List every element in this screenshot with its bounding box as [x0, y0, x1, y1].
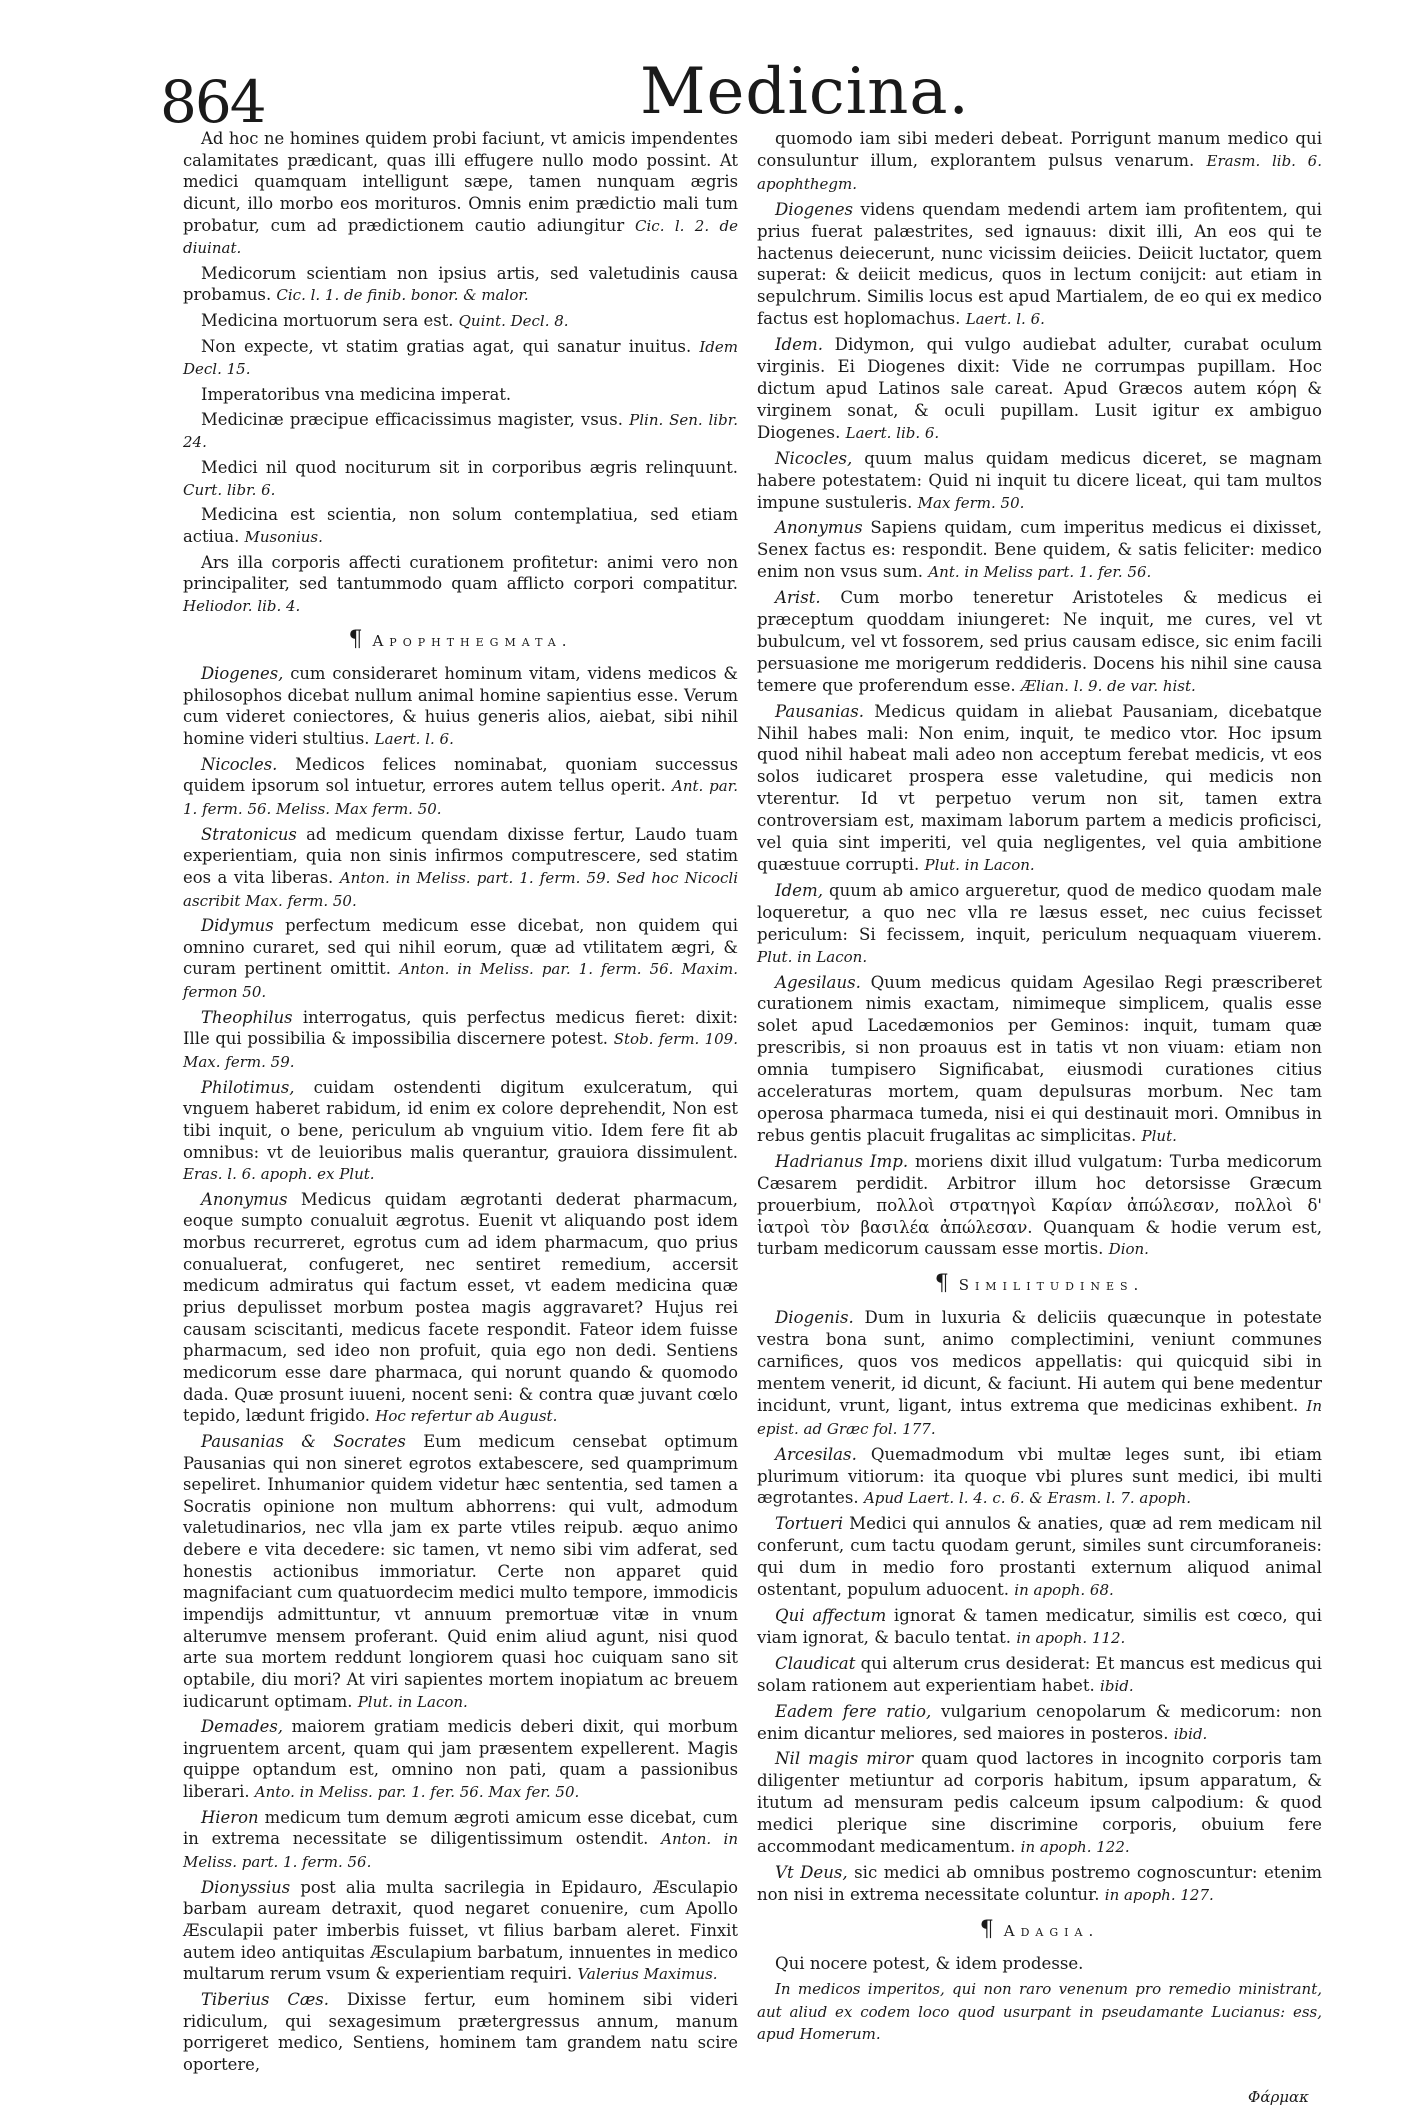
apophthegm-paragraph	[757, 128, 1322, 196]
apophthegm-paragraph	[183, 1716, 738, 1804]
paragraph-citation: Hoc refertur ab August.	[375, 1407, 558, 1426]
paragraph-text: cuidam ostendenti digitum exulceratum, qui vnguem haberet rabidum, id enim ex colore deprehendit, Non est tibi inquit, o bene, periculum ab vnguium vitio. Idem fere fit ab omnibus: vt de leuioribus malis querantur, grauiora dissimulent.	[183, 1077, 738, 1162]
paragraph-text: Quum medicus quidam Agesilao Regi præscriberet curationem nimis exactam, nimimeque simplicem, qualis esse solet apud Lacedæmonios per Geminos: inquit, tumam quæ prescribis, si non proauus est in tatis vt non viuam: etiam non omnia tumpisero Significabat, eiusmodi curationes citius acceleraturas mortem, quam depulsuras morbum. Nec tam operosa pharmaca tumeda, nisi ei qui destinauit mori. Omnibus in rebus gentis placuit frugalitas ac simplicitas.	[757, 972, 1322, 1145]
paragraph-citation: Plut. in Lacon.	[357, 1692, 468, 1711]
paragraph-lead: Dionyssius	[201, 1877, 301, 1897]
paragraph-text: moriens dixit illud vulgatum: Turba medicorum Cæsarem perdidit. Arbitror illum hoc detorsisse Græcum prouerbium, πολλοὶ στρατηγοὶ Καρίαν ἀπώλεσαν, πολλοὶ δ' ἰατροὶ τὸν βασιλέα ἀπώλεσαν. Quanquam & hodie verum est, turbam medicorum caussam esse mortis.	[757, 1151, 1322, 1259]
paragraph-citation: Cic. l. 1. de finib. bonor. & malor.	[276, 286, 529, 305]
paragraph-text: maiorem gratiam medicis deberi dixit, qui morbum ingruentem arcent, quam qui jam præsentem expellerent. Magis quippe optandum est, omnino non pati, quam a passionibus liberari.	[183, 1717, 738, 1802]
paragraph-lead: Arist.	[775, 588, 841, 608]
paragraph-text: ignorat & tamen medicatur, similis est cœco, qui viam ignorat, & baculo tentat.	[757, 1606, 1322, 1647]
paragraph-text: cum consideraret hominum vitam, videns medicos & philosophos dicebat nullum animal homine sapientius esse. Verum cum videret coniectores, & huius generis alios, aiebat, sibi nihil homine videri stultius.	[183, 664, 738, 749]
pilcrow-icon: ¶	[934, 1271, 949, 1297]
left-column	[183, 128, 738, 2078]
paragraph-text: Medicinæ præcipue efficacissimus magister, vsus.	[201, 409, 630, 429]
paragraph-citation: Valerius Maximus.	[577, 1965, 718, 1984]
paragraph-citation: Quint. Decl. 8.	[458, 312, 569, 331]
paragraph-text: Medici qui annulos & anaties, quæ ad rem medicam nil conferunt, cum tactu quodam gerunt, similes sunt circumforaneis: qui dum in medio foro prostanti externum aliquod animal ostentant, populum aduocent.	[757, 1514, 1322, 1600]
similitudo-paragraph	[757, 1748, 1322, 1859]
paragraph-lead: Hadrianus Imp.	[775, 1151, 916, 1171]
catchword: Φάρμακ	[1248, 2088, 1309, 2106]
paragraph-lead: Nicocles,	[775, 448, 865, 468]
paragraph-lead: Diogenis.	[775, 1308, 865, 1328]
adagium-paragraph	[757, 1978, 1322, 2047]
paragraph-lead: Diogenes	[775, 199, 861, 219]
paragraph-text: Dixisse fertur, eum hominem sibi videri ridiculum, qui sexagesimum prætergressus annum, manum porrigeret medico, Sentiens, hominem tam grandem natu scire oportere,	[183, 1989, 738, 2074]
intro-paragraph	[183, 336, 738, 381]
paragraph-lead: Diogenes,	[201, 664, 291, 684]
paragraph-lead: Eadem fere ratio,	[775, 1701, 941, 1721]
paragraph-citation: Plut.	[1141, 1126, 1177, 1145]
paragraph-text: Quemadmodum vbi multæ leges sunt, ibi etiam plurimum vitiorum: ita quoque vbi plures sunt medici, ibi multi ægrotantes.	[757, 1444, 1323, 1508]
paragraph-citation: Laert. l. 6.	[374, 730, 454, 749]
paragraph-text: Medicos felices nominabat, quoniam successus quidem ipsorum sol intuetur, errores autem tellus operit.	[183, 754, 738, 796]
similitudo-paragraph	[757, 1605, 1322, 1650]
section-heading-similitudines	[757, 1273, 1322, 1297]
paragraph-citation: in apoph. 127.	[1104, 1885, 1214, 1904]
similitudo-paragraph	[757, 1653, 1322, 1698]
paragraph-text: vulgarium cenopolarum & medicorum: non enim dicantur meliores, sed maiores in posteros.	[757, 1701, 1322, 1743]
paragraph-text: Medicina mortuorum sera est.	[201, 311, 459, 331]
paragraph-text: Medicus quidam in aliebat Pausaniam, dicebatque Nihil habes mali: Non enim, inquit, te medico vtor. Hoc ipsum quod nihil habeat mali adeo non acceptum ferebat medicis, vt eos solos iudicaret prospera esse valetudine, qui medicis non vterentur. Id vt perpetuo verum non sit, tamen extra controversiam est, maximam laborum partem a medicis proficisci, vel quia sint imperiti, vel quia negligentes, vel quia ambitione quæstuue corrupti.	[757, 701, 1322, 874]
paragraph-lead: Idem.	[775, 335, 835, 355]
apophthegm-paragraph	[757, 972, 1322, 1148]
apophthegm-paragraph	[757, 334, 1322, 445]
similitudo-paragraph	[757, 1701, 1322, 1746]
paragraph-text: Medicina est scientia, non solum contemplatiua, sed etiam actiua.	[183, 505, 738, 546]
paragraph-text: qui alterum crus desiderat: Et mancus est medicus qui solam rationem aut experientiam habet.	[757, 1653, 1322, 1695]
paragraph-citation: ibid.	[1100, 1676, 1134, 1695]
paragraph-text: medicum tum demum ægroti amicum esse dicebat, cum in extrema necessitate se diligentissimum ostendit.	[183, 1807, 738, 1849]
paragraph-text: Non expecte, vt statim gratias agat, qui sanatur inuitus.	[201, 336, 700, 356]
paragraph-citation: in apoph. 122.	[1020, 1838, 1130, 1857]
paragraph-citation: ibid.	[1173, 1724, 1208, 1743]
paragraph-text: Medicorum scientiam non ipsius artis, sed valetudinis causa probamus.	[183, 263, 738, 305]
paragraph-citation: Plin. Sen. libr. 24.	[183, 410, 738, 452]
intro-paragraph	[183, 384, 738, 406]
paragraph-lead: Anonymus	[201, 1189, 301, 1209]
paragraph-text: Medicus quidam ægrotanti dederat pharmacum, eoque sumpto conualuit ægrotus. Euenit vt aliquando post idem morbus recurreret, egrotus cum ad idem pharmacum, quo prius conualuerat, confugeret, nec sentiret remedium, accersit medicum admiratus qui factum esset, vt eadem medicina quæ prius depulisset morbum postea magis aggravaret? Hujus rei causam sciscitanti, medicus facete respondit. Fateor idem fuisse pharmacum, sed ideo non profuit, quia ego non dedi. Sentiens medicorum esse dare pharmaca, qui norunt quando & quomodo dada. Quæ prosunt iuueni, nocent seni: & contra quæ juvant cœlo tepido, lædunt frigido.	[183, 1189, 738, 1426]
intro-paragraph	[183, 263, 738, 307]
apophthegm-paragraph	[183, 1189, 738, 1428]
paragraph-citation: Erasm. lib. 6. apophthegm.	[757, 151, 1322, 193]
paragraph-lead: Tiberius Cæs.	[201, 1989, 347, 2009]
section-heading-apophthegmata	[183, 629, 738, 653]
apophthegm-paragraph	[183, 1077, 738, 1186]
apophthegm-paragraph	[183, 1007, 738, 1074]
paragraph-lead: Qui affectum	[775, 1606, 894, 1625]
apophthegm-paragraph	[183, 1989, 738, 2076]
paragraph-text: post alia multa sacrilegia in Epidauro, Æsculapio barbam auream detraxit, quod negaret conuenire, cum Apollo Æsculapii pater imberbis fuisset, vt filius barbam aleret. Finxit autem ideo antiquitas Æsculapium barbatum, innuentes in medico multarum rerum vsum & experientiam requiri.	[183, 1877, 739, 1984]
paragraph-text: Imperatoribus vna medicina imperat.	[201, 385, 512, 405]
paragraph-citation: Plut. in Lacon.	[924, 856, 1035, 874]
apophthegm-paragraph	[757, 587, 1322, 698]
similitudo-paragraph	[757, 1862, 1322, 1907]
apophthegm-paragraph	[183, 754, 738, 821]
paragraph-citation: Laert. l. 6.	[965, 310, 1045, 329]
paragraph-text: Sapiens quidam, cum imperitus medicus ei dixisset, Senex factus es: respondit. Bene quidem, & satis feliciter: medico enim non vsus sum.	[757, 518, 1323, 582]
paragraph-lead: Nil magis miror	[775, 1749, 922, 1769]
paragraph-text: Cum morbo teneretur Aristoteles & medicus ei præceptum quoddam iniungeret: Ne inquit, me cures, vel vt bubulcum, vel vt fossorem, sed prius causam edisce, sic enim facili persuasione me morigerum reddideris. Docens his nihil sine causa temere que proferendum esse.	[757, 588, 1322, 695]
paragraph-text: interrogatus, quis perfectus medicus fieret: dixit: Ille qui possibilia & impossibilia discernere potest.	[183, 1007, 738, 1049]
paragraph-citation: Anton. in Meliss. part. 1. ferm. 56.	[183, 1830, 738, 1872]
paragraph-lead: Claudicat	[775, 1653, 861, 1673]
paragraph-citation: in apoph. 112.	[1016, 1628, 1126, 1647]
paragraph-lead: Agesilaus.	[775, 972, 871, 992]
paragraph-citation: Max ferm. 50.	[917, 493, 1025, 512]
section-heading-text: Similitudines.	[958, 1276, 1145, 1295]
paragraph-citation: Eras. l. 6. apoph. ex Plut.	[183, 1165, 375, 1184]
paragraph-citation: Dion.	[1108, 1240, 1149, 1259]
paragraph-lead: Philotimus,	[201, 1077, 314, 1097]
paragraph-citation: Idem Decl. 15.	[183, 337, 738, 379]
paragraph-text: Qui nocere potest, & idem prodesse.	[775, 1953, 1084, 1973]
paragraph-citation: Apud Laert. l. 4. c. 6. & Erasm. l. 7. apoph.	[863, 1489, 1192, 1508]
paragraph-text: quam quod lactores in incognito corporis tam diligenter metiuntur ad corporis habitum, ipsum apparatum, & itutum ad mensuram pedis calceum ipsum calpodium: & quod medici plerique sine discrimine corporis, obuium fere accommodant medicamentum.	[757, 1749, 1322, 1857]
paragraph-citation: Heliodor. lib. 4.	[183, 596, 301, 615]
paragraph-citation: In medicos imperitos, qui non raro venenum pro remedio ministrant, aut aliud ex codem loco quod usurpant in pseudamante Lucianus: ess, apud Homerum.	[757, 1979, 1322, 2044]
paragraph-citation: In epist. ad Græc fol. 177.	[757, 1396, 1322, 1438]
paragraph-citation: Curt. libr. 6.	[183, 480, 276, 499]
paragraph-text: Didymon, qui vulgo audiebat adulter, curabat oculum virginis. Ei Diogenes dixit: Vide ne corrumpas pupillam. Hoc dictum apud Latinos sale careat. Apud Græcos autem κόρη & virginem sonat, & oculi pupillam. Lusit igitur ex ambiguo Diogenes.	[757, 335, 1322, 442]
paragraph-citation: Musonius.	[244, 527, 323, 546]
paragraph-text: Medici nil quod nociturum sit in corporibus ægris relinquunt.	[201, 457, 738, 477]
paragraph-text: ad medicum quendam dixisse fertur, Laudo tuam experientiam, quia non sinis infirmos computrescere, sed statim eos a vita liberas.	[183, 824, 738, 887]
paragraph-citation: Anton. in Meliss. part. 1. ferm. 59. Sed hoc Nicocli ascribit Max. ferm. 50.	[183, 868, 738, 910]
page-number: 864	[160, 68, 265, 136]
section-heading-text: Adagia.	[1003, 1921, 1100, 1940]
pilcrow-icon: ¶	[979, 1916, 994, 1942]
apophthegm-paragraph	[757, 701, 1322, 877]
paragraph-text: Eum medicum censebat optimum Pausanias qui non sineret egrotos extabescere, sed quamprimum sepeliret. Inhumanior quidem videtur hæc sententia, sed tamen a Socratis opinione non multum abhorrens: qui vult, admodum valetudinarios, nec vlla jam ex parte vtiles reipub. æquo animo debere e vita decedere: sic tamen, vt nemo sibi vim adferat, sed honestis actionibus immoriatur. Certe non apparet quid magnifaciant cum quatuordecim medici multo tempore, immodicis impendijs admittuntur, vt annuum premortuæ vitæ in vnum alterumve mensem proferant. Quid enim aliud agunt, nisi quod arte sua mortem reddunt longiorem quasi hoc cuiquam sano sit optabile, diu mori? At viri sapientes mortem inopiatum ac breuem iudicarunt optimam.	[183, 1431, 738, 1711]
paragraph-lead: Pausanias & Socrates	[201, 1431, 424, 1451]
paragraph-text: perfectum medicum esse dicebat, non quidem qui omnino curaret, sed qui nihil eorum, quæ ad vtilitatem ægri, & curam pertinent omittit.	[183, 916, 738, 979]
apophthegm-paragraph	[183, 1431, 738, 1713]
apophthegm-paragraph	[757, 880, 1322, 969]
similitudo-paragraph	[757, 1307, 1322, 1440]
intro-paragraph	[183, 128, 738, 260]
paragraph-citation: Ant. par. 1. ferm. 56. Meliss. Max ferm. 50.	[183, 777, 738, 818]
paragraph-citation: Stob. ferm. 109. Max. ferm. 59.	[183, 1030, 738, 1071]
paragraph-lead: Didymus	[201, 916, 286, 936]
apophthegm-paragraph	[183, 663, 738, 751]
paragraph-lead: Vt Deus,	[775, 1862, 855, 1882]
paragraph-text: Ars illa corporis affecti curationem profitetur: animi vero non principaliter, sed tantummodo quam afflicto corpori compatitur.	[183, 552, 738, 594]
paragraph-lead: Anonymus	[775, 518, 871, 538]
paragraph-text: quum ab amico argueretur, quod de medico quodam male loqueretur, a quo nec vlla re læsus esset, nec cuius fecisset periculum: Si fecissem, inquit, periculum nequaquam viuerem.	[757, 880, 1322, 944]
paragraph-text: videns quendam medendi artem iam profitentem, qui prius fuerat palæstrites, sed ignauus: dixit illi, An eos qui te hactenus deiecerunt, nunc vicissim deiicies. Deiicit luctator, quem superat: & deiicit medicus, quos in lectum conijcit: aut etiam in sepulchrum. Similis locus est apud Martialem, de eo qui ex medico factus est hoplomachus.	[757, 199, 1322, 329]
paragraph-lead: Demades,	[201, 1717, 292, 1737]
apophthegm-paragraph	[757, 199, 1322, 331]
adagium-paragraph	[757, 1953, 1322, 1975]
paragraph-citation: Plut. in Lacon.	[757, 947, 868, 966]
apophthegm-paragraph	[757, 448, 1322, 515]
paragraph-citation: Anto. in Meliss. par. 1. fer. 56. Max fer. 50.	[254, 1783, 580, 1802]
paragraph-citation: Ælian. l. 9. de var. hist.	[1020, 676, 1196, 695]
paragraph-text: sic medici ab omnibus postremo cognoscuntur: etenim non nisi in extrema necessitate coluntur.	[757, 1862, 1322, 1904]
section-heading-adagia	[757, 1916, 1322, 1943]
intro-paragraph	[183, 310, 738, 333]
paragraph-citation: Laert. lib. 6.	[845, 423, 940, 442]
similitudo-paragraph	[757, 1444, 1322, 1511]
paragraph-lead: Idem,	[775, 880, 829, 900]
apophthegm-paragraph	[183, 824, 738, 913]
paragraph-citation: in apoph. 68.	[1014, 1581, 1114, 1600]
paragraph-text: quum malus quidam medicus diceret, se magnam habere potestatem: Quid ni inquit tu dicere liceat, qui tam multos impune sustuleris.	[757, 448, 1322, 512]
right-column	[757, 128, 1322, 2049]
paragraph-citation: Cic. l. 2. de diuinat.	[183, 216, 738, 258]
paragraph-lead: Hieron	[201, 1807, 265, 1827]
intro-paragraph	[183, 409, 738, 454]
paragraph-lead: Nicocles.	[201, 754, 296, 774]
paragraph-text: Dum in luxuria & deliciis quæcunque in potestate vestra bona sunt, animo complectimini, veniunt communes carnifices, quos vos medicos appellatis: qui quicquid sibi in mentem venerit, id dicunt, & faciunt. Hi autem qui bene medentur incidunt, vrunt, ligant, intus extrema que medicinas exhibent.	[757, 1308, 1322, 1415]
paragraph-lead: Pausanias.	[775, 701, 875, 721]
paragraph-lead: Arcesilas.	[775, 1444, 871, 1464]
section-heading-text: Apophthegmata.	[372, 632, 573, 651]
paragraph-lead: Tortueri	[775, 1514, 850, 1534]
paragraph-text: quomodo iam sibi mederi debeat. Porrigunt manum medico qui consuluntur illum, explorantem pulsus venarum.	[757, 129, 1322, 170]
paragraph-citation: Ant. in Meliss part. 1. fer. 56.	[928, 563, 1152, 582]
intro-paragraph	[183, 552, 738, 618]
page-title: Medicina.	[640, 55, 970, 129]
paragraph-text: Ad hoc ne homines quidem probi faciunt, vt amicis impendentes calamitates prædicant, quas illi effugere nullo modo possint. At medici quamquam intelligunt sæpe, tamen nunquam ægris dicunt, illo morbo eos morituros. Omnis enim prædictio mali tum probatur, cum ad prædictionem cautio adiungitur	[183, 129, 738, 235]
paragraph-citation: Anton. in Meliss. par. 1. ferm. 56. Maxim. fermon 50.	[183, 960, 738, 1002]
apophthegm-paragraph	[757, 1151, 1322, 1262]
intro-paragraph	[183, 504, 738, 548]
pilcrow-icon: ¶	[348, 627, 363, 653]
paragraph-lead: Stratonicus	[201, 824, 307, 844]
paragraph-lead: Theophilus	[201, 1007, 303, 1027]
intro-paragraph	[183, 457, 738, 501]
apophthegm-paragraph	[757, 517, 1322, 584]
apophthegm-paragraph	[183, 915, 738, 1004]
apophthegm-paragraph	[183, 1807, 738, 1874]
apophthegm-paragraph	[183, 1877, 738, 1986]
similitudo-paragraph	[757, 1513, 1322, 1602]
